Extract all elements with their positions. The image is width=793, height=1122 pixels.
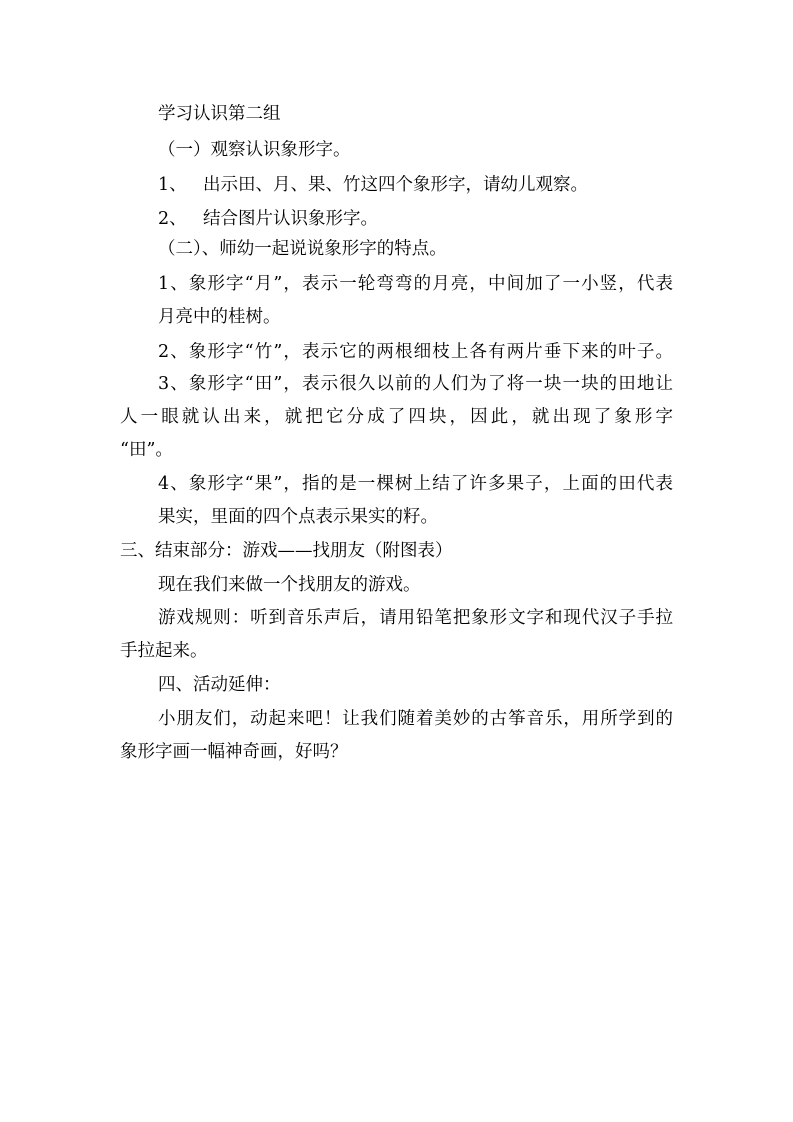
part3-intro: 现在我们来做一个找朋友的游戏。 xyxy=(158,575,421,595)
part4-heading: 四、活动延伸： xyxy=(158,675,281,695)
part1-item-1 xyxy=(158,173,588,197)
part3-heading: 三、结束部分：游戏——找朋友（附图表） xyxy=(120,541,453,561)
section-title: 学习认识第二组 xyxy=(158,104,281,124)
part2-point-2-line-1: 2、象形字“竹”，表示它的两根细枝上各有两片垂下来的叶子。 xyxy=(158,342,673,362)
part1-item-2 xyxy=(158,207,378,231)
part1-item-2-number: 2、 xyxy=(158,209,187,229)
part2-point-4-line-1: 4、象形字“果”，指的是一棵树上结了许多果子，上面的田代表 xyxy=(158,474,673,494)
part2-point-3-line-2: 人一眼就认出来，就把它分成了四块，因此，就出现了象形字 xyxy=(120,407,673,427)
part1-heading: （一）观察认识象形字。 xyxy=(158,140,351,160)
part4-line-2: 象形字画一幅神奇画，好吗？ xyxy=(120,742,348,762)
part1-item-2-text: 结合图片认识象形字。 xyxy=(203,209,378,229)
part4-line-1: 小朋友们，动起来吧！让我们随着美妙的古筝音乐，用所学到的 xyxy=(158,709,673,729)
part2-point-4-line-2: 果实，里面的四个点表示果实的籽。 xyxy=(158,507,438,527)
game-rules-line-2: 手拉起来。 xyxy=(120,641,208,661)
part2-point-3-line-3: “田”。 xyxy=(120,440,173,460)
part1-item-1-text: 出示田、月、果、竹这四个象形字，请幼儿观察。 xyxy=(203,175,588,195)
part1-item-1-number: 1、 xyxy=(158,175,187,195)
part2-heading: （二）、师幼一起说说象形字的特点。 xyxy=(158,239,447,259)
part2-point-1-line-1: 1、象形字“月”，表示一轮弯弯的月亮，中间加了一小竖，代表 xyxy=(158,274,673,294)
game-rules-line-1: 游戏规则：听到音乐声后，请用铅笔把象形文字和现代汉子手拉 xyxy=(158,608,673,628)
part2-point-3-line-1: 3、象形字“田”，表示很久以前的人们为了将一块一块的田地让 xyxy=(158,374,673,394)
part2-point-1-line-2: 月亮中的桂树。 xyxy=(158,307,281,327)
